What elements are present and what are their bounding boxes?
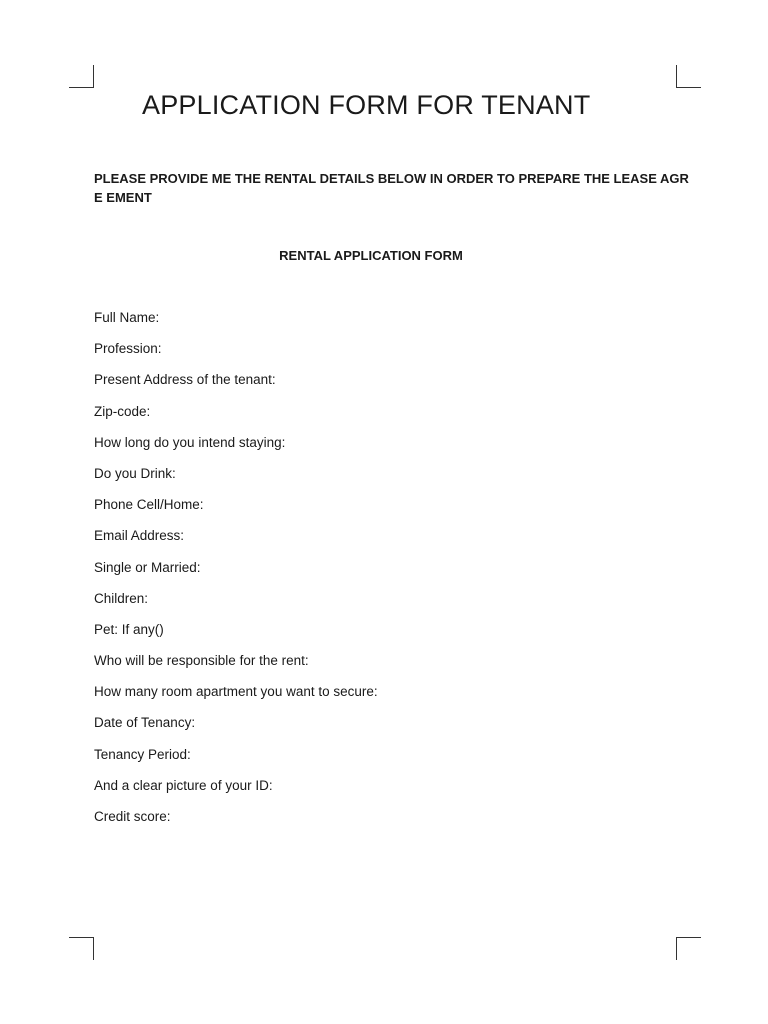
field-full-name: Full Name: <box>94 310 160 325</box>
field-marital-status: Single or Married: <box>94 559 201 575</box>
field-stay-duration: How long do you intend staying: <box>94 434 286 450</box>
instruction-text: PLEASE PROVIDE ME THE RENTAL DETAILS BELOW IN ORDER TO PREPARE THE LEASE AGRE EMENT <box>94 171 689 205</box>
field-tenancy-date: Date of Tenancy: <box>94 715 196 731</box>
field-email: Email Address: <box>94 528 185 544</box>
crop-mark-top-left <box>69 65 94 88</box>
field-drink: Do you Drink: <box>94 465 176 481</box>
field-profession: Profession: <box>94 341 162 357</box>
form-field-list <box>94 308 378 838</box>
field-id-picture: And a clear picture of your ID: <box>94 777 273 793</box>
field-rent-responsibility: Who will be responsible for the rent: <box>94 653 309 669</box>
field-pet: Pet: If any() <box>94 621 164 637</box>
field-present-address: Present Address of the tenant: <box>94 372 276 388</box>
field-phone: Phone Cell/Home: <box>94 497 204 513</box>
field-children: Children: <box>94 590 149 606</box>
crop-mark-bottom-left <box>69 937 94 960</box>
field-room-count: How many room apartment you want to secure: <box>94 684 378 700</box>
document-title: APPLICATION FORM FOR TENANT <box>142 90 591 120</box>
field-zip-code: Zip-code: <box>94 403 151 419</box>
crop-mark-top-right <box>676 65 701 88</box>
form-heading: RENTAL APPLICATION FORM <box>279 248 463 263</box>
crop-mark-bottom-right <box>676 937 701 960</box>
field-tenancy-period: Tenancy Period: <box>94 746 191 762</box>
field-credit-score: Credit score: <box>94 809 171 824</box>
